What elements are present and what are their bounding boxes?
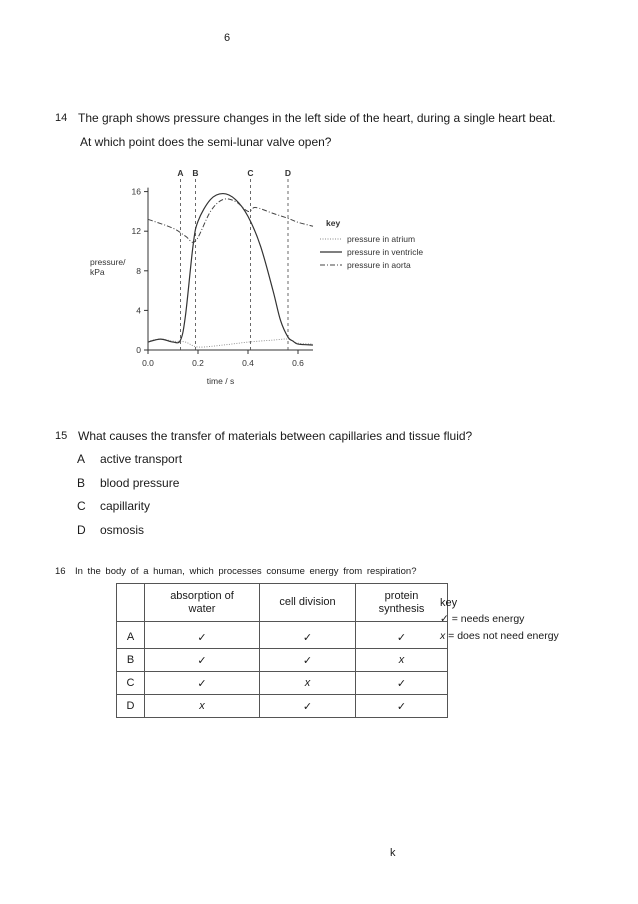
pressure-graph <box>82 164 442 394</box>
point-label: D <box>284 168 292 178</box>
key-tick-line <box>440 613 559 625</box>
point-label: A <box>177 168 184 178</box>
q16-table <box>116 583 448 718</box>
graph-legend <box>320 218 423 270</box>
q15-option-d-letter[interactable]: D <box>77 523 86 537</box>
table-cell: ✓ <box>145 649 260 672</box>
table-cell: ✓ <box>260 695 356 718</box>
page-number: 6 <box>224 32 231 44</box>
table-row <box>117 695 448 718</box>
legend-entry: pressure in atrium <box>347 234 416 244</box>
header-blank <box>117 584 145 622</box>
cross-icon: x <box>440 630 446 642</box>
column-header-line: synthesis <box>378 602 425 615</box>
column-header-line: water <box>188 602 216 615</box>
table-cell: ✓ <box>356 672 448 695</box>
column-header-line: absorption of <box>170 589 234 602</box>
q15-option-a-text[interactable]: active transport <box>100 452 183 466</box>
x-axis-label: time / s <box>206 376 235 386</box>
x-tick-label: 0.0 <box>142 358 154 368</box>
q14-text: The graph shows pressure changes in the left side of the heart, during a single heart beat. <box>78 111 556 125</box>
key-title: key <box>440 597 458 609</box>
table-cell: x <box>145 695 260 718</box>
key-tick-meaning: = needs energy <box>451 613 525 625</box>
table-cell: ✓ <box>145 672 260 695</box>
point-label: B <box>192 168 199 178</box>
q15-option-d-text[interactable]: osmosis <box>100 523 145 537</box>
x-tick-label: 0.2 <box>192 358 204 368</box>
table-cell: ✓ <box>145 622 260 649</box>
q15-option-c-letter[interactable]: C <box>77 499 86 513</box>
key-cross-line <box>440 630 559 642</box>
column-header-line: protein <box>384 589 419 602</box>
row-letter[interactable]: D <box>117 695 145 718</box>
legend-entry: pressure in aorta <box>347 260 411 270</box>
table-header-row <box>117 584 448 622</box>
q16-text: In the body of a human, which processes consume energy from respiration? <box>75 566 417 577</box>
q14-prompt: At which point does the semi-lunar valve open? <box>80 135 332 149</box>
legend-entry: pressure in ventricle <box>347 247 424 257</box>
y-tick-label: 12 <box>131 226 141 237</box>
y-tick-label: 16 <box>131 186 141 197</box>
table-cell: ✓ <box>356 695 448 718</box>
row-letter[interactable]: A <box>117 622 145 649</box>
column-header <box>145 584 260 622</box>
table-row <box>117 649 448 672</box>
table-row <box>117 622 448 649</box>
legend-title: key <box>326 218 341 228</box>
y-tick-label: 8 <box>136 265 141 276</box>
q14-number: 14 <box>55 112 68 124</box>
point-lines <box>181 179 289 350</box>
table-cell: x <box>260 672 356 695</box>
q15-option-a-letter[interactable]: A <box>77 452 86 466</box>
column-header <box>356 584 448 622</box>
table-row <box>117 672 448 695</box>
table-cell: ✓ <box>260 649 356 672</box>
point-label: C <box>247 168 254 178</box>
table-cell: x <box>356 649 448 672</box>
q16-number: 16 <box>55 566 66 577</box>
table-cell: ✓ <box>260 622 356 649</box>
y-axis-label <box>90 257 126 277</box>
column-header-line: cell division <box>279 596 336 608</box>
y-tick-label: 4 <box>136 305 141 316</box>
table-cell: ✓ <box>356 622 448 649</box>
graph-labels <box>90 168 304 386</box>
x-tick-label: 0.6 <box>292 358 304 368</box>
row-letter[interactable]: C <box>117 672 145 695</box>
q15-option-b-text[interactable]: blood pressure <box>100 476 180 490</box>
q15-option-b-letter[interactable]: B <box>77 476 86 490</box>
row-letter[interactable]: B <box>117 649 145 672</box>
y-axis-label-line: pressure/ <box>90 257 126 267</box>
key-cross-meaning: = does not need energy <box>448 630 559 642</box>
y-axis-label-line: kPa <box>90 267 105 277</box>
q16-key <box>440 597 559 642</box>
q15-option-c-text[interactable]: capillarity <box>100 499 151 513</box>
q15-text: What causes the transfer of materials between capillaries and tissue fluid? <box>78 429 473 443</box>
y-tick-label: 0 <box>136 345 141 355</box>
page-footer-mark: k <box>390 847 396 859</box>
tick-icon: ✓ <box>440 613 449 625</box>
x-tick-label: 0.4 <box>242 358 254 368</box>
column-header <box>260 584 356 622</box>
q15-number: 15 <box>55 430 68 442</box>
